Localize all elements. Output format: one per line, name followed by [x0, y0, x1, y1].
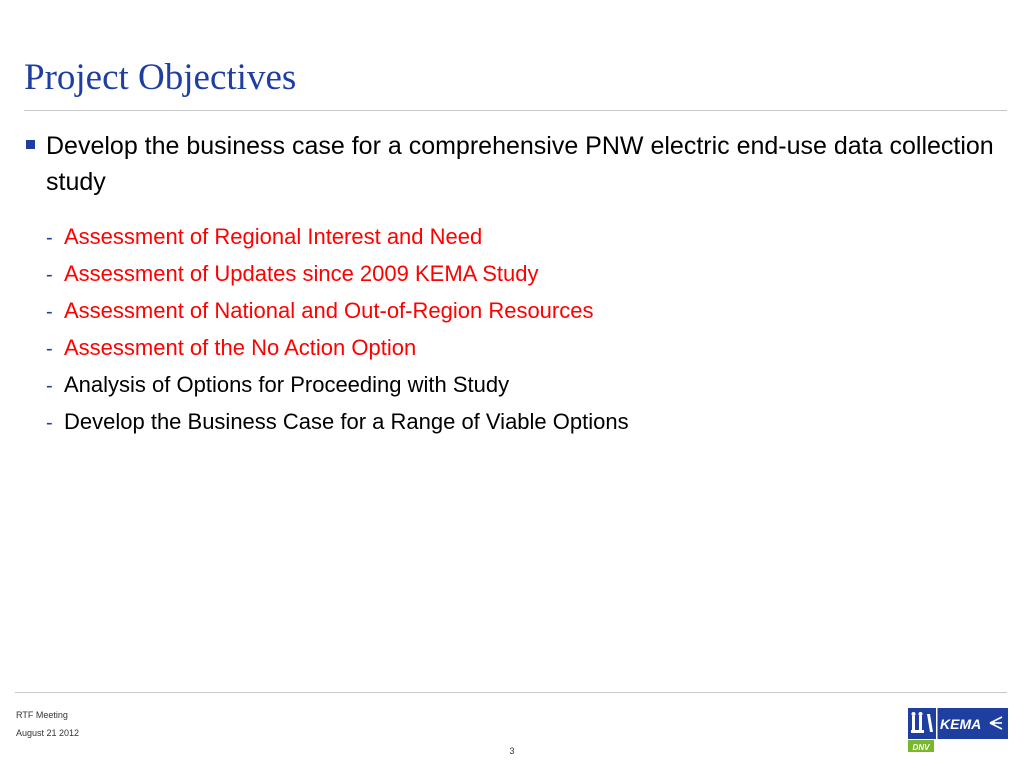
main-bullet-text: Develop the business case for a comprehensive PNW electric end-use data collection study — [46, 132, 994, 196]
list-item-text: Assessment of National and Out-of-Region Resources — [64, 298, 594, 323]
dash-bullet-icon: - — [46, 338, 53, 360]
footer-meeting-label: RTF Meeting — [16, 710, 68, 720]
list-item — [46, 329, 629, 366]
square-bullet-icon — [26, 140, 35, 149]
logo-brand-text: KEMA — [940, 716, 982, 732]
dash-bullet-icon: - — [46, 301, 53, 323]
list-item — [46, 403, 629, 440]
page-number: 3 — [509, 746, 515, 756]
kema-dnv-logo — [908, 708, 1008, 752]
dash-bullet-icon: - — [46, 412, 53, 434]
list-item — [46, 255, 629, 292]
list-item-text: Assessment of the No Action Option — [64, 335, 417, 360]
main-bullet — [26, 128, 1006, 200]
list-item — [46, 292, 629, 329]
list-item-text: Assessment of Updates since 2009 KEMA Study — [64, 261, 539, 286]
title-divider — [24, 110, 1007, 111]
list-item — [46, 218, 629, 255]
list-item — [46, 366, 629, 403]
sub-bullet-list — [46, 218, 629, 440]
dash-bullet-icon: - — [46, 375, 53, 397]
list-item-text: Assessment of Regional Interest and Need — [64, 224, 483, 249]
list-item-text: Develop the Business Case for a Range of Viable Options — [64, 409, 629, 434]
footer-date: August 21 2012 — [16, 728, 80, 738]
dash-bullet-icon: - — [46, 264, 53, 286]
list-item-text: Analysis of Options for Proceeding with Study — [64, 372, 510, 397]
footer-divider — [15, 692, 1007, 693]
logo-sub-text: DNV — [912, 743, 930, 752]
dash-bullet-icon: - — [46, 227, 53, 249]
slide-title: Project Objectives — [24, 57, 297, 98]
